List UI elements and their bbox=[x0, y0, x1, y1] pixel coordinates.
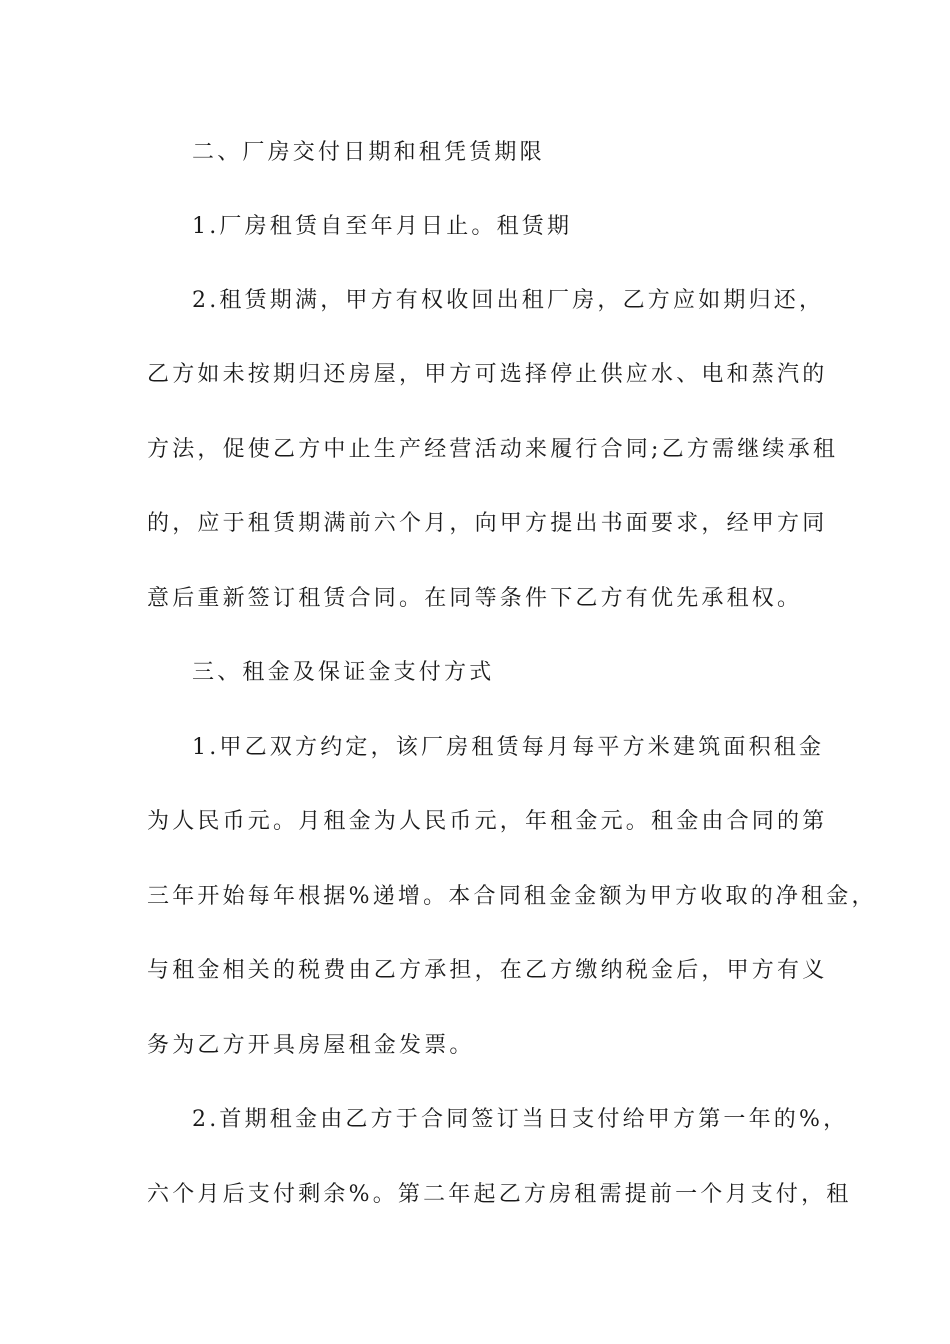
paragraph-line: 的，应于租赁期满前六个月，向甲方提出书面要求，经甲方同 bbox=[147, 511, 828, 536]
paragraph-line: 乙方如未按期归还房屋，甲方可选择停止供应水、电和蒸汽的 bbox=[147, 362, 828, 387]
paragraph-line: 务为乙方开具房屋租金发票。 bbox=[147, 1033, 475, 1058]
paragraph-line: 为人民币元。月租金为人民币元，年租金元。租金由合同的第 bbox=[147, 809, 828, 834]
section-heading-rent-deposit: 三、租金及保证金支付方式 bbox=[192, 660, 495, 685]
paragraph-line: 2.租赁期满，甲方有权收回出租厂房，乙方应如期归还， bbox=[192, 288, 825, 313]
section-heading-delivery-term: 二、厂房交付日期和租凭赁期限 bbox=[192, 140, 545, 165]
paragraph-line: 六个月后支付剩余%。第二年起乙方房租需提前一个月支付，租 bbox=[147, 1182, 852, 1207]
paragraph-line: 方法，促使乙方中止生产经营活动来履行合同;乙方需继续承租 bbox=[147, 437, 839, 462]
paragraph-line: 与租金相关的税费由乙方承担，在乙方缴纳税金后，甲方有义 bbox=[147, 958, 828, 983]
paragraph-line: 2.首期租金由乙方于合同签订当日支付给甲方第一年的%， bbox=[192, 1107, 849, 1132]
paragraph-line: 1.厂房租赁自至年月日止。租赁期 bbox=[192, 214, 573, 239]
paragraph-line: 1.甲乙双方约定，该厂房租赁每月每平方米建筑面积租金 bbox=[192, 735, 825, 760]
paragraph-line: 意后重新签订租赁合同。在同等条件下乙方有优先承租权。 bbox=[147, 586, 803, 611]
paragraph-line: 三年开始每年根据%递增。本合同租金金额为甲方收取的净租金， bbox=[147, 884, 877, 909]
